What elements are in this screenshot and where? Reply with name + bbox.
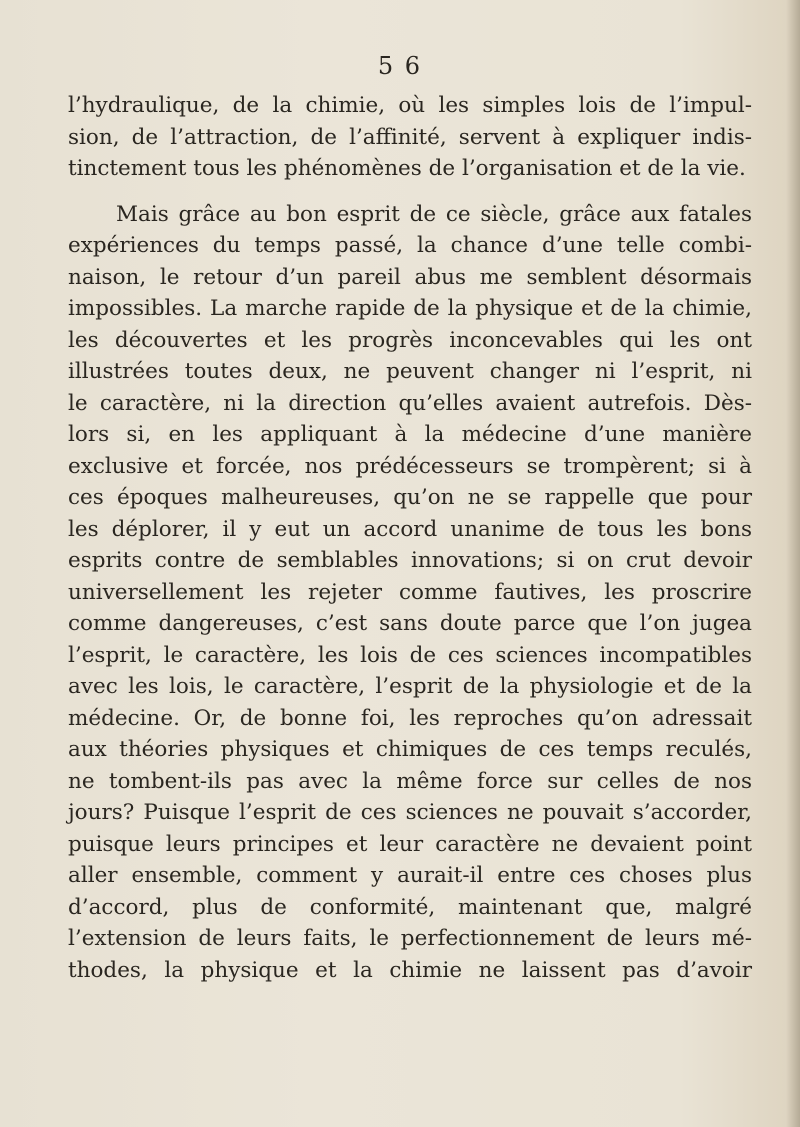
text-line: les déplorer, il y eut un accord unanime de tous les bons — [68, 516, 752, 542]
text-line: jours? Puisque l’esprit de ces sciences ne pouvait s’accorder, — [68, 800, 752, 825]
text-line: esprits contre de semblables innovations; si on crut devoir — [68, 548, 752, 573]
body-text — [68, 90, 752, 986]
text-line: le caractère, ni la direction qu’elles avaient autrefois. Dès- — [68, 390, 752, 416]
text-line: thodes, la physique et la chimie ne laissent pas d’avoir — [68, 957, 752, 983]
text-line: l’hydraulique, de la chimie, où les simples lois de l’impul- — [68, 93, 752, 118]
text-line: ces époques malheureuses, qu’on ne se rappelle que pour — [68, 485, 752, 510]
text-line: expériences du temps passé, la chance d’une telle combi- — [68, 233, 752, 258]
text-line: puisque leurs principes et leur caractère ne devaient point — [68, 831, 752, 857]
text-line: impossibles. La marche rapide de la physique et de la chimie, — [68, 296, 752, 321]
text-line: comme dangereuses, c’est sans doute parce que l’on jugea — [68, 611, 752, 636]
text-line: d’accord, plus de conformité, maintenant que, malgré — [68, 894, 752, 920]
paragraph — [68, 199, 752, 987]
text-line: exclusive et forcée, nos prédécesseurs se trompèrent; si à — [68, 453, 752, 479]
paragraph — [68, 90, 752, 185]
text-line: Mais grâce au bon esprit de ce siècle, grâce aux fatales — [116, 201, 752, 227]
text-line: aller ensemble, comment y aurait-il entre ces choses plus — [68, 863, 752, 888]
text-line: l’esprit, le caractère, les lois de ces sciences incompatibles — [68, 642, 752, 668]
page-edge-shadow — [786, 0, 800, 1127]
text-line: médecine. Or, de bonne foi, les reproches qu’on adressait — [68, 705, 752, 731]
text-line: lors si, en les appliquant à la médecine d’une manière — [68, 422, 752, 447]
text-line: naison, le retour d’un pareil abus me semblent désormais — [68, 264, 752, 290]
paragraph-gap — [68, 185, 752, 199]
text-line: tinctement tous les phénomènes de l’organisation et de la vie. — [68, 156, 746, 181]
text-line: illustrées toutes deux, ne peuvent changer ni l’esprit, ni — [68, 359, 752, 384]
text-line: l’extension de leurs faits, le perfectionnement de leurs mé- — [68, 926, 752, 951]
text-line: les découvertes et les progrès inconcevables qui les ont — [68, 327, 752, 353]
page-number: 5 6 — [377, 52, 423, 80]
text-line: ne tombent-ils pas avec la même force sur celles de nos — [68, 768, 752, 794]
text-line: sion, de l’attraction, de l’affinité, servent à expliquer indis- — [68, 124, 752, 150]
text-line: aux théories physiques et chimiques de ces temps reculés, — [68, 737, 752, 762]
text-line: avec les lois, le caractère, l’esprit de la physiologie et de la — [68, 674, 752, 699]
text-line: universellement les rejeter comme fautives, les proscrire — [68, 579, 752, 605]
